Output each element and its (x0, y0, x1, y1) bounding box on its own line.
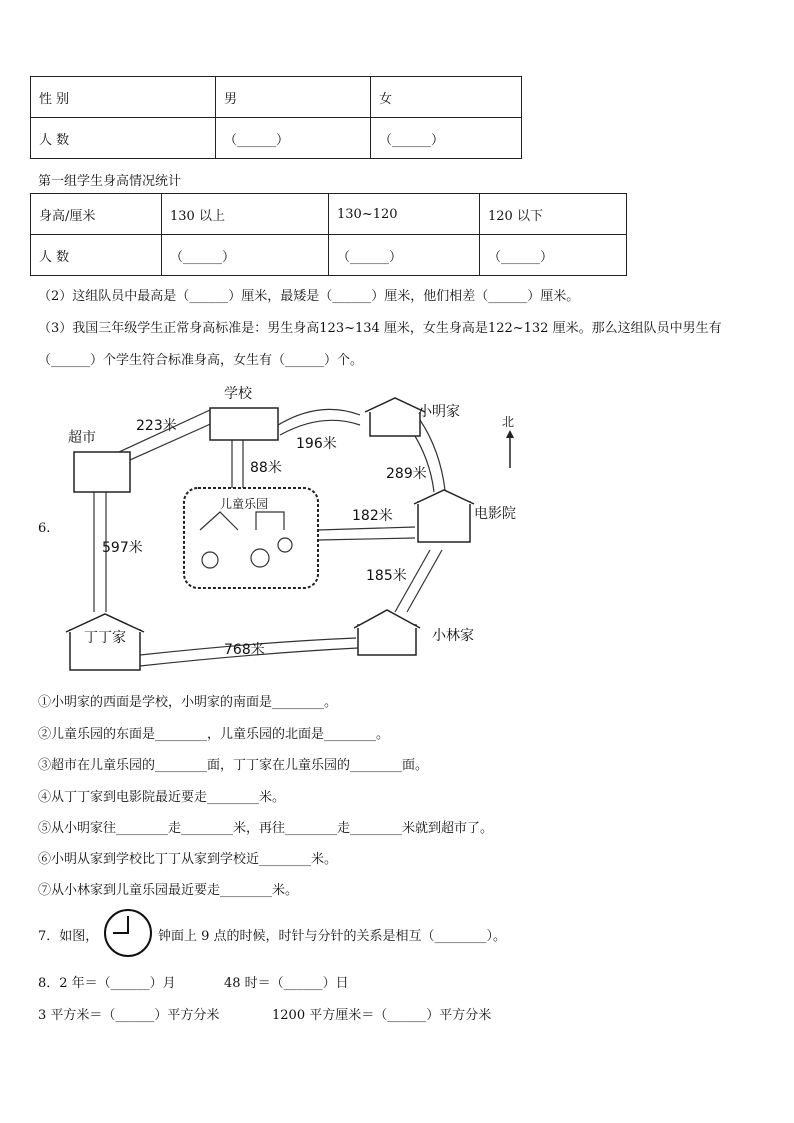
table-cell: 130 以上 (162, 194, 329, 235)
table-cell: 人 数 (31, 118, 216, 159)
label-north: 北 (502, 415, 515, 429)
distance-supermarket-dingding: 597米 (102, 540, 143, 556)
table-row (31, 118, 522, 159)
label-xiaolin-home: 小林家 (432, 628, 474, 644)
distance-park-cinema: 182米 (352, 508, 393, 524)
road-park-cinema-edge (318, 538, 415, 540)
table-row (31, 194, 627, 235)
cinema-building (418, 502, 470, 542)
table-cell: 男 (216, 77, 371, 118)
clock-face-icon (104, 909, 152, 957)
question-7-text: 钟面上 9 点的时候，时针与分针的关系是相互（________）。 (158, 929, 507, 944)
school-building (210, 408, 278, 440)
table-cell: 130~120 (329, 194, 480, 235)
distance-school-xiaoming: 196米 (296, 436, 337, 452)
distance-supermarket-school: 223米 (136, 418, 177, 434)
table-cell: （______） (162, 235, 329, 276)
question-6-item: ①小明家的西面是学校，小明家的南面是________。 (38, 695, 338, 710)
label-supermarket: 超市 (68, 430, 96, 446)
question-6-item: ④从丁丁家到电影院最近要走________米。 (38, 790, 286, 805)
table-cell: （______） (216, 118, 371, 159)
cinema-roof (414, 490, 474, 504)
distance-xiaoming-cinema: 289米 (386, 466, 427, 482)
label-dingding-home: 丁丁家 (84, 630, 126, 646)
label-xiaoming-home: 小明家 (418, 404, 460, 420)
label-school: 学校 (224, 386, 252, 402)
question-7-prefix: 7．如图， (38, 929, 99, 944)
table-cell: 女 (371, 77, 522, 118)
question-6-item: ②儿童乐园的东面是________，儿童乐园的北面是________。 (38, 727, 390, 742)
question-3-line2: （______）个学生符合标准身高，女生有（______）个。 (38, 353, 364, 368)
table-cell: 120 以下 (480, 194, 627, 235)
road-park-cinema (318, 527, 415, 530)
table-cell: 性 别 (31, 77, 216, 118)
north-arrowhead (506, 430, 514, 438)
question-8-item: 1200 平方厘米＝（______）平方分米 (272, 1008, 492, 1023)
table-cell: （______） (480, 235, 627, 276)
question-6-item: ③超市在儿童乐园的________面，丁丁家在儿童乐园的________面。 (38, 758, 429, 773)
distance-school-park: 88米 (250, 460, 282, 476)
table-cell: 人 数 (31, 235, 162, 276)
table-row (31, 235, 627, 276)
distance-dingding-xiaolin: 768米 (224, 642, 265, 658)
question-3-line1: （3）我国三年级学生正常身高标准是：男生身高123~134 厘米，女生身高是122~132 厘米。那么这组队员中男生有 (38, 321, 722, 336)
road-school-xiaoming (278, 409, 360, 425)
question-6-item: ⑤从小明家往________走________米，再往________走________米就到超市了。 (38, 821, 494, 836)
table-cell: （______） (329, 235, 480, 276)
question-2: （2）这组队员中最高是（______）厘米，最矮是（______）厘米，他们相差（______）厘米。 (38, 289, 580, 304)
question-8-item: 8．2 年＝（______）月 (38, 976, 176, 991)
table2-title: 第一组学生身高情况统计 (38, 174, 182, 189)
label-cinema: 电影院 (474, 506, 516, 522)
table-cell: （______） (371, 118, 522, 159)
distance-cinema-xiaolin: 185米 (366, 568, 407, 584)
label-park: 儿童乐园 (220, 497, 269, 511)
xiaoming-house (370, 410, 420, 436)
height-table (30, 193, 627, 276)
question-6-item: ⑦从小林家到儿童乐园最近要走________米。 (38, 883, 299, 898)
hour-hand (113, 932, 129, 934)
question-8-item: 3 平方米＝（______）平方分米 (38, 1008, 220, 1023)
town-map (60, 380, 540, 680)
xiaoming-roof (365, 398, 425, 412)
gender-table (30, 76, 522, 159)
question-6-number: 6. (38, 521, 51, 536)
table-row (31, 77, 522, 118)
question-6-item: ⑥小明从家到学校比丁丁从家到学校近________米。 (38, 852, 338, 867)
xiaolin-house (358, 625, 416, 655)
table-cell: 身高/厘米 (31, 194, 162, 235)
xiaolin-roof (354, 610, 420, 628)
question-8-item: 48 时＝（______）日 (224, 976, 349, 991)
supermarket-building (74, 452, 130, 492)
road-school-xiaoming-edge (280, 420, 360, 435)
